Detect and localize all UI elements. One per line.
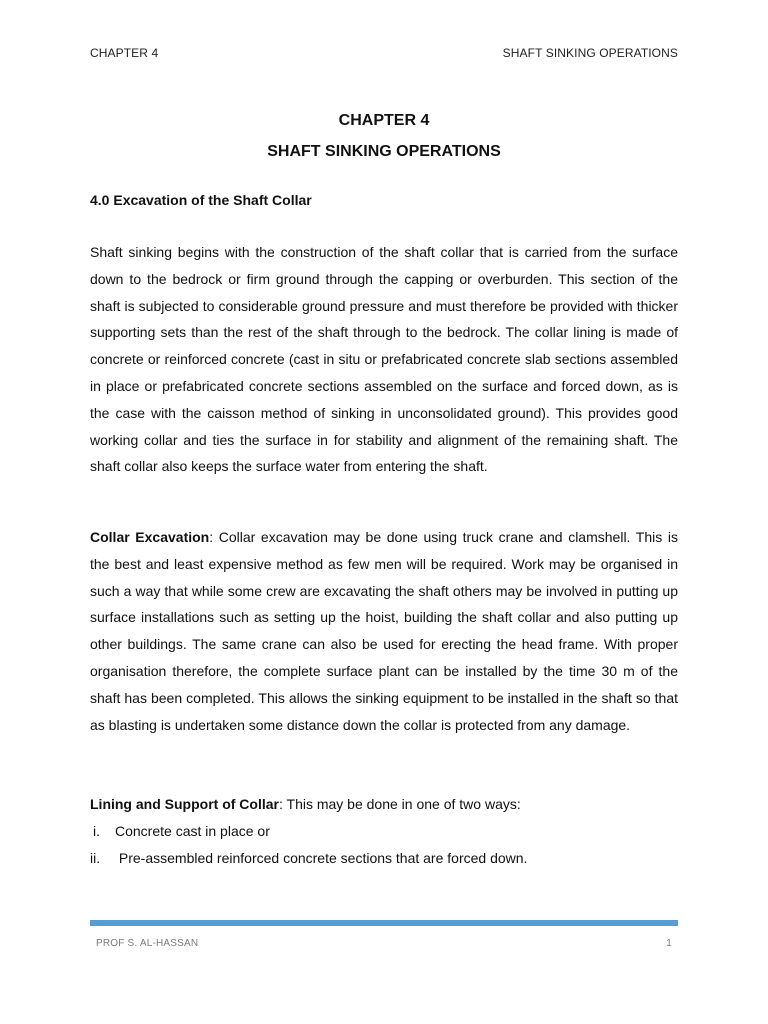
footer-rule [90, 920, 678, 926]
header-chapter-title: SHAFT SINKING OPERATIONS [502, 46, 678, 60]
collar-excavation-text: : Collar excavation may be done using truck crane and clamshell. This is the best and least expensive method as few men will be required. Work may be organised in such a way that while some crew are excavating the shaft others may be involved in putting up surface installations such as setting up the hoist, building the shaft collar and also putting up other buildings. The same crane can also be used for erecting the head frame. With proper organisation therefore, the complete surface plant can be installed by the time 30 m of the shaft has been completed. This allows the sinking equipment to be installed in the shaft so that as blasting is undertaken some distance down the collar is protected from any damage. [90, 529, 678, 733]
lining-support-lead: Lining and Support of Collar [90, 796, 279, 812]
list-item [90, 845, 678, 872]
section-heading: 4.0 Excavation of the Shaft Collar [90, 192, 312, 208]
list-item-text: Concrete cast in place or [115, 823, 270, 839]
running-header [90, 46, 678, 60]
list-item [90, 818, 678, 845]
chapter-number: CHAPTER 4 [338, 112, 430, 129]
lining-support-paragraph [90, 791, 678, 818]
list-marker: i. [93, 823, 100, 839]
chapter-title: SHAFT SINKING OPERATIONS [267, 143, 501, 160]
lining-support-text: : This may be done in one of two ways: [278, 796, 521, 812]
header-chapter-label: CHAPTER 4 [90, 46, 159, 60]
collar-excavation-lead: Collar Excavation [90, 529, 210, 545]
collar-excavation-paragraph [90, 524, 678, 738]
intro-paragraph: Shaft sinking begins with the construction of the shaft collar that is carried from the surface down to the bedrock or firm ground through the capping or overburden. This section of the shaft is subjected to considerable ground pressure and must therefore be provided with thicker supporting sets than the rest of the shaft through to the bedrock. The collar lining is made of concrete or reinforced concrete (cast in situ or prefabricated concrete slab sections assembled in place or prefabricated concrete sections assembled on the surface and forced down, as is the case with the caisson method of sinking in unconsolidated ground). This provides good working collar and ties the surface in for stability and alignment of the remaining shaft. The shaft collar also keeps the surface water from entering the shaft. [90, 244, 678, 475]
chapter-title-block [90, 110, 678, 163]
lining-methods-list [90, 818, 678, 872]
page-number: 1 [666, 938, 672, 949]
running-footer [96, 938, 672, 949]
list-item-text: Pre-assembled reinforced concrete sections that are forced down. [115, 849, 528, 866]
list-marker: ii. [90, 849, 101, 866]
footer-author: PROF S. AL-HASSAN [96, 938, 199, 949]
